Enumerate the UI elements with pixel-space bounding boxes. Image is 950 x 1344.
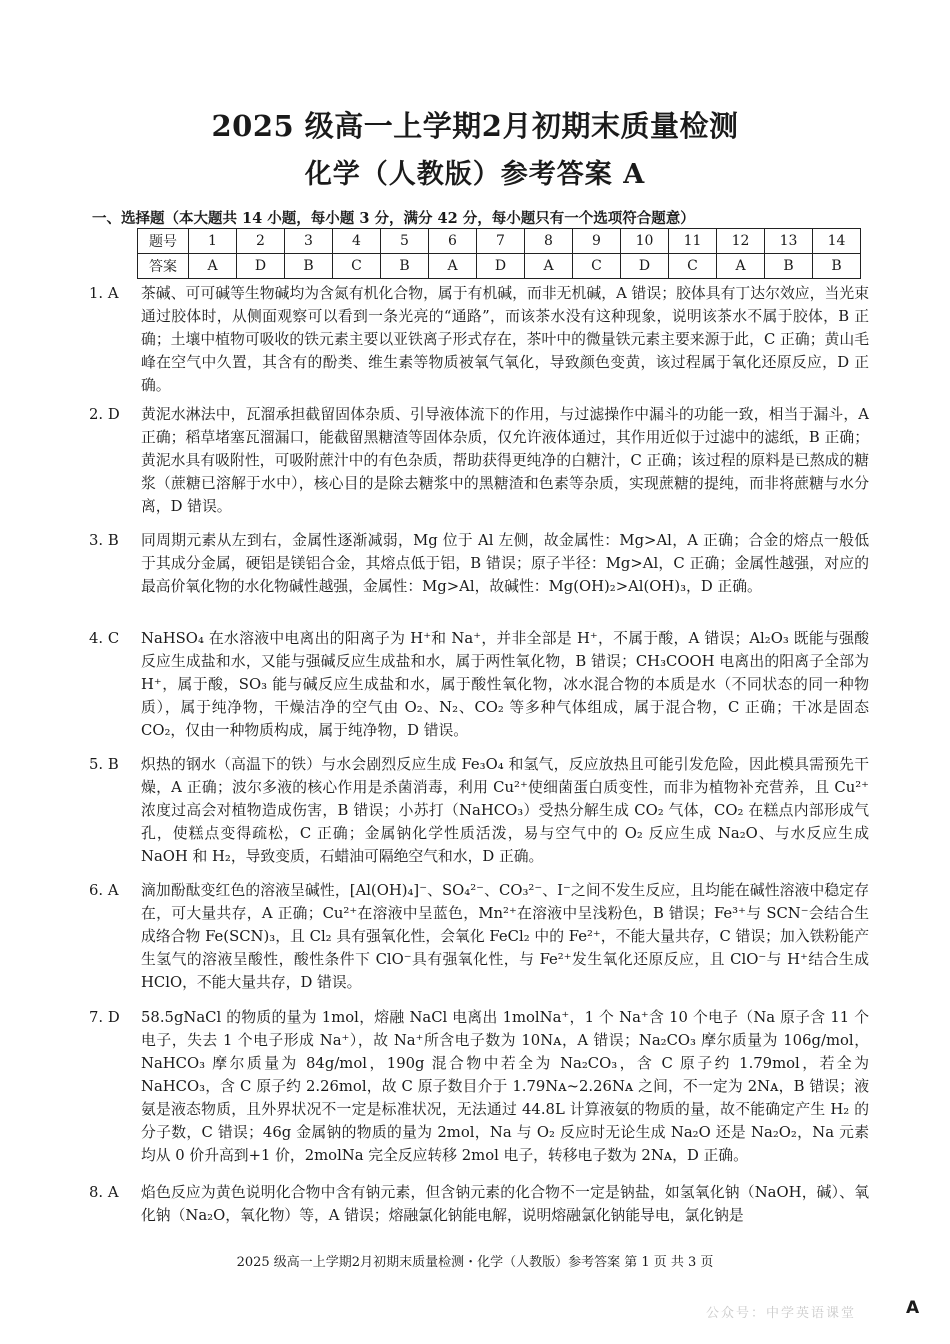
question-number-cell: 10	[621, 229, 669, 254]
question-label: 4. C	[89, 630, 120, 647]
question-number-cell: 9	[573, 229, 621, 254]
question-label: 8. A	[89, 1184, 119, 1201]
section-heading: 一、选择题（本大题共 14 小题，每小题 3 分，满分 42 分，每小题只有一个选项符合题意）	[92, 210, 695, 227]
answer-cell: C	[669, 254, 717, 279]
document-subtitle: 化学（人教版）参考答案 A	[304, 159, 646, 190]
answer-cell: B	[765, 254, 813, 279]
answer-cell: B	[381, 254, 429, 279]
answer-table-answer-row	[138, 254, 861, 279]
answer-cell: B	[285, 254, 333, 279]
answer-cell: D	[477, 254, 525, 279]
question-number-cell: 12	[717, 229, 765, 254]
question-number-cell: 6	[429, 229, 477, 254]
question-number-cell: 5	[381, 229, 429, 254]
answer-table	[137, 228, 861, 279]
question-number-cell: 7	[477, 229, 525, 254]
page-mark: A	[906, 1298, 920, 1318]
question-number-cell: 1	[189, 229, 237, 254]
explanation-text: 黄泥水淋法中，瓦溜承担截留固体杂质、引导液体流下的作用，与过滤操作中漏斗的功能一致，相当于漏斗，A 正确；稻草堵塞瓦溜漏口，能截留黑糖渣等固体杂质，仅允许液体通过，其作用近似于过滤中的滤纸，B 正确；黄泥水具有吸附性，可吸附蔗汁中的有色杂质，帮助获得更纯净的白糖汁，C 正确；该过程的原料是已熬成的糖浆（蔗糖已溶解于水中），核心目的是除去糖浆中的黑糖渣和色素等杂质，实现蔗糖的提纯，而非将蔗糖与水分离，D 错误。	[141, 406, 869, 515]
answer-cell: D	[621, 254, 669, 279]
answer-cell: A	[717, 254, 765, 279]
question-label: 3. B	[89, 532, 119, 549]
answer-cell: C	[573, 254, 621, 279]
explanation-item	[89, 282, 869, 397]
page-footer: 2025 级高一上学期2月初期末质量检测・化学（人教版）参考答案 第 1 页 共 3 页	[236, 1255, 714, 1270]
explanation-item	[89, 1181, 869, 1227]
question-number-cell: 3	[285, 229, 333, 254]
question-number-cell: 2	[237, 229, 285, 254]
answer-cell: B	[813, 254, 861, 279]
question-label: 7. D	[89, 1009, 120, 1026]
answer-cell: A	[189, 254, 237, 279]
watermark: 公众号：中学英语课堂	[706, 1306, 857, 1321]
question-number-cell: 4	[333, 229, 381, 254]
explanation-text: 滴加酚酞变红色的溶液呈碱性，[Al(OH)₄]⁻、SO₄²⁻、CO₃²⁻、I⁻之间不发生反应，且均能在碱性溶液中稳定存在，可大量共存，A 正确；Cu²⁺在溶液中呈蓝色，Mn²⁺在溶液中呈浅粉色，B 错误；Fe³⁺与 SCN⁻会结合生成络合物 Fe(SCN)₃，且 Cl₂ 具有强氧化性，会氧化 FeCl₂ 中的 Fe²⁺，不能大量共存，C 错误；加入铁粉能产生氢气的溶液呈酸性，酸性条件下 ClO⁻具有强氧化性，与 Fe²⁺发生氧化还原反应，且 ClO⁻与 H⁺结合生成 HClO，不能大量共存，D 错误。	[141, 882, 869, 991]
question-label: 1. A	[89, 285, 119, 302]
question-number-cell: 14	[813, 229, 861, 254]
answer-table-number-row	[138, 229, 861, 254]
explanation-text: NaHSO₄ 在水溶液中电离出的阳离子为 H⁺和 Na⁺，并非全部是 H⁺，不属于酸，A 错误；Al₂O₃ 既能与强酸反应生成盐和水，又能与强碱反应生成盐和水，属于两性氧化物，B 错误；CH₃COOH 电离出的阳离子全部为 H⁺，属于酸，SO₃ 能与碱反应生成盐和水，属于酸性氧化物，冰水混合物的本质是水（不同状态的同一种物质），属于纯净物，干燥洁净的空气由 O₂、N₂、CO₂ 等多种气体组成，属于混合物，C 正确；干冰是固态 CO₂，仅由一种物质构成，属于纯净物，D 错误。	[141, 630, 869, 739]
explanation-item	[89, 879, 869, 994]
row-label-answer: 答案	[138, 254, 189, 279]
row-label-number: 题号	[138, 229, 189, 254]
document-title: 2025 级高一上学期2月初期末质量检测	[211, 109, 739, 143]
question-number-cell: 13	[765, 229, 813, 254]
answer-cell: D	[237, 254, 285, 279]
explanation-text: 58.5gNaCl 的物质的量为 1mol，熔融 NaCl 电离出 1molNa⁺，1 个 Na⁺含 10 个电子（Na 原子含 11 个电子，失去 1 个电子形成 Na⁺），故 Na⁺所含电子数为 10Nᴀ，A 错误；Na₂CO₃ 摩尔质量为 106g/mol，NaHCO₃ 摩尔质量为 84g/mol，190g 混合物中若全为 Na₂CO₃，含 C 原子约 1.79mol，若全为 NaHCO₃，含 C 原子约 2.26mol，故 C 原子数目介于 1.79Nᴀ~2.26Nᴀ 之间，不一定为 2Nᴀ，B 错误；液氨是液态物质，且外界状况不一定是标准状况，无法通过 44.8L 计算液氨的物质的量，故不能确定产生 H₂ 的分子数，C 错误；46g 金属钠的物质的量为 2mol，Na 与 O₂ 反应时无论生成 Na₂O 还是 Na₂O₂，Na 元素均从 0 价升高到+1 价，2molNa 完全反应转移 2mol 电子，转移电子数为 2Nᴀ，D 正确。	[141, 1009, 869, 1164]
explanation-item	[89, 753, 869, 868]
explanation-text: 焰色反应为黄色说明化合物中含有钠元素，但含钠元素的化合物不一定是钠盐，如氢氧化钠（NaOH，碱）、氧化钠（Na₂O，氧化物）等，A 错误；熔融氯化钠能电解，说明熔融氯化钠能导电，氯化钠是	[141, 1184, 869, 1224]
question-label: 2. D	[89, 406, 120, 423]
explanation-text: 茶碱、可可碱等生物碱均为含氮有机化合物，属于有机碱，而非无机碱，A 错误；胶体具有丁达尔效应，当光束通过胶体时，从侧面观察可以看到一条光亮的“通路”，而该茶水没有这种现象，说明该茶水不属于胶体，B 正确；土壤中植物可吸收的铁元素主要以亚铁离子形式存在，茶叶中的微量铁元素主要来源于此，C 正确；黄山毛峰在空气中久置，其含有的酚类、维生素等物质被氧气氧化，导致颜色变黄，该过程属于氧化还原反应，D 正确。	[141, 285, 869, 394]
question-number-cell: 8	[525, 229, 573, 254]
question-label: 6. A	[89, 882, 119, 899]
explanation-text: 同周期元素从左到右，金属性逐渐减弱，Mg 位于 Al 左侧，故金属性：Mg>Al，A 正确；合金的熔点一般低于其成分金属，硬铝是镁铝合金，其熔点低于铝，B 错误；原子半径：Mg>Al，C 正确；金属性越强，对应的最高价氧化物的水化物碱性越强，金属性：Mg>Al，故碱性：Mg(OH)₂>Al(OH)₃，D 正确。	[141, 532, 869, 595]
question-label: 5. B	[89, 756, 119, 773]
explanation-text: 炽热的钢水（高温下的铁）与水会剧烈反应生成 Fe₃O₄ 和氢气，反应放热且可能引发危险，因此模具需预先干燥，A 正确；波尔多液的核心作用是杀菌消毒，利用 Cu²⁺使细菌蛋白质变性，而非为植物补充营养，且 Cu²⁺浓度过高会对植物造成伤害，B 错误；小苏打（NaHCO₃）受热分解生成 CO₂ 气体，CO₂ 在糕点内部形成气孔，使糕点变得疏松，C 正确；金属钠化学性质活泼，易与空气中的 O₂ 反应生成 Na₂O、与水反应生成 NaOH 和 H₂，导致变质，石蜡油可隔绝空气和水，D 正确。	[141, 756, 869, 865]
answer-cell: C	[333, 254, 381, 279]
question-number-cell: 11	[669, 229, 717, 254]
explanation-item	[89, 1006, 869, 1167]
explanation-item	[89, 529, 869, 598]
answer-cell: A	[429, 254, 477, 279]
answer-cell: A	[525, 254, 573, 279]
explanation-item	[89, 627, 869, 742]
explanation-item	[89, 403, 869, 518]
